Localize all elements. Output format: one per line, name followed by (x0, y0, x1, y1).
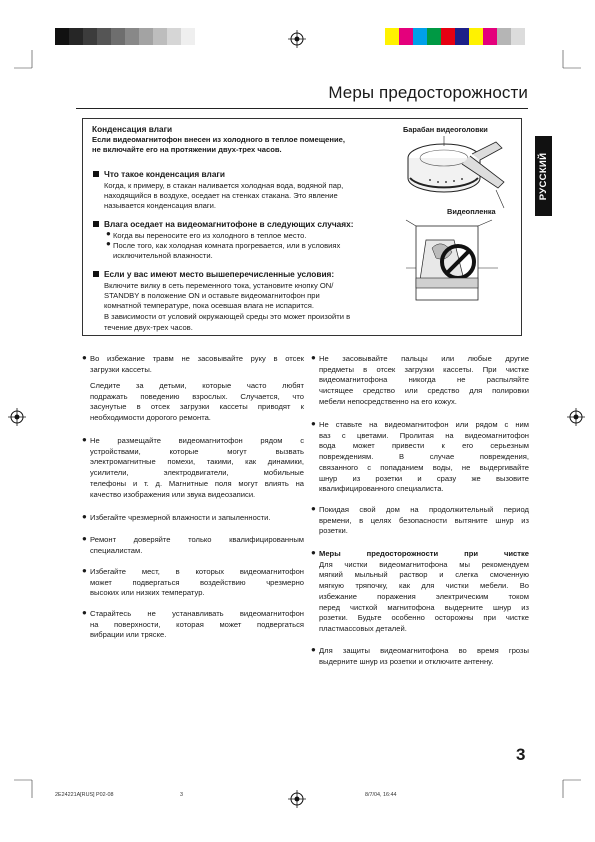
bullet-icon: ● (311, 547, 316, 557)
paragraph-line: Старайтесь не устанавливать видеомагнитофон (90, 609, 304, 618)
paragraph-line: Покидая свой дом на продолжительный период (319, 505, 529, 514)
footer-date: 8/7/04, 16:44 (365, 792, 397, 798)
paragraph-line: Избегайте чрезмерной влажности и запыленности. (90, 513, 271, 522)
paragraph-line: предметы в отсек загрузки кассеты. При чистке (319, 364, 529, 374)
language-tab (535, 136, 552, 216)
box-intro-line-1: Если видеомагнитофон внесен из холодного в теплое помещение, (92, 135, 345, 144)
paragraph-line: времени, в целях безопасности вытяните шнур из (319, 515, 529, 525)
footer-page: 3 (180, 792, 183, 798)
section-text-line: течение двух-трех часов. (104, 323, 193, 332)
bullet-icon: ● (311, 352, 316, 362)
paragraph-line: повреждениям. В случае повреждения, (319, 452, 529, 462)
bullet-icon: ● (106, 239, 111, 248)
paragraph-line: розетки. Будьте особенно осторожны при чистке (319, 613, 529, 623)
paragraph-line: Следите за детьми, которые часто любят (90, 381, 304, 390)
section-square-icon (93, 221, 99, 227)
bullet-icon: ● (311, 418, 316, 428)
section-heading-action: Если у вас имеют место вышеперечисленные условия: (104, 269, 335, 279)
paragraph-line: качество изображения или звука видеозаписи. (90, 489, 256, 499)
section-square-icon (93, 271, 99, 277)
paragraph-line: на поверхности, которая может подвергаться (90, 619, 304, 629)
no-heating-warning-icon (402, 218, 502, 310)
paragraph-line: Ремонт доверяйте только квалифицированным (90, 535, 304, 544)
paragraph-line: связанного с попаданием воды, не выдергивайте (319, 462, 529, 472)
footer-code: 2E24221A[RUS] P02-08 (55, 792, 114, 798)
section-item: Когда вы переносите его из холодного в теплое место. (113, 231, 307, 240)
video-head-drum-icon (400, 134, 518, 212)
bullet-icon: ● (106, 229, 111, 238)
bullet-icon: ● (82, 607, 87, 617)
box-intro-line-2: не включайте его на протяжении двух-трех часов. (92, 145, 282, 154)
paragraph-line: устройствами, которые могут вызвать (90, 446, 304, 456)
page-title: Меры предосторожности (328, 83, 528, 102)
paragraph-line: квалифицированного специалиста. (319, 484, 444, 494)
paragraph-line: чистящее средство или средство для полировки (319, 386, 529, 396)
section-heading-condensation: Что такое конденсация влаги (104, 169, 225, 179)
paragraph-line: Не ставьте на видеомагнитофон или рядом с ним (319, 420, 529, 429)
paragraph-line: Не размещайте видеомагнитофон рядом с (90, 436, 304, 445)
bullet-icon: ● (82, 511, 87, 521)
paragraph-line: необходимости дорогого ремонта. (90, 413, 211, 423)
paragraph-line: мебели непосредственно на его кожух. (319, 396, 457, 406)
language-tab-label: РУССКИЙ (538, 152, 549, 200)
bullet-icon: ● (82, 434, 87, 444)
paragraph-line: мягкую тряпочку, как для чистки мебели. Во (319, 581, 529, 591)
paragraph-line: Во избежание травм не засовывайте руку в отсек (90, 354, 304, 363)
paragraph-line: высоких или низких температур. (90, 588, 205, 598)
paragraph-line: специалистам. (90, 545, 143, 555)
box-heading: Конденсация влаги (92, 124, 173, 134)
paragraph-line: пластмассовых деталей. (319, 623, 407, 633)
paragraph-line: Не засовывайте пальцы или любые другие (319, 354, 529, 363)
section-text-line: Когда, к примеру, в стакан наливается холодная вода, водяной пар, (104, 181, 344, 190)
figure-label-tape: Видеопленка (447, 207, 496, 216)
section-item: После того, как холодная комната прогревается, или в условиях (113, 241, 341, 250)
paragraph-line: шнур из розетки и сразу же вызовите (319, 473, 529, 483)
section-text-line: находящийся в воздухе, оседает на стенках стакана. Это явление (104, 191, 338, 200)
section-text-line: комнатной температуре, пока осевшая влага не испарится. (104, 301, 314, 310)
paragraph-line: подражать поведению взрослых. Случается, что (90, 391, 304, 401)
paragraph-line: мягкий мыльный раствор и слегка смоченную (319, 570, 529, 580)
paragraph-line: ваз с цветами. Пролитая на видеомагнитофон (319, 430, 529, 440)
paragraph-line: Меры предосторожности при чистке (319, 549, 529, 558)
section-item: исключительной влажности. (113, 251, 213, 260)
paragraph-line: телефоны и т. д. Магнитные поля могут влиять на (90, 478, 304, 488)
section-text-line: Включите вилку в сеть переменного тока, установите кнопку ON/ (104, 281, 334, 290)
bullet-icon: ● (311, 503, 316, 513)
paragraph-line: Для чистки видеомагнитофона мы рекомендуем (319, 559, 529, 569)
figure-label-drum: Барабан видеоголовки (403, 125, 488, 134)
paragraph-line: усилители, электродвигатели, мобильные (90, 468, 304, 478)
page-number: 3 (516, 745, 526, 764)
title-divider (76, 108, 528, 109)
paragraph-line: перед чисткой магнитофона выдерните шнур из (319, 602, 529, 612)
paragraph-line: Для защиты видеомагнитофона во время грозы (319, 646, 529, 655)
paragraph-line: электромагнитные помехи, такими, как динамики, (90, 457, 304, 467)
paragraph-line: может подвергаться воздействию чрезмерно (90, 577, 304, 587)
paragraph-line: выдерните шнур из розетки и отключите антенну. (319, 656, 494, 666)
paragraph-line: загрузки кассеты. (90, 364, 152, 374)
section-text-line: STANDBY в положение ON и оставьте видеомагнитофон при (104, 291, 320, 300)
bullet-icon: ● (311, 644, 316, 654)
section-text-line: называется конденсация влаги. (104, 201, 216, 210)
section-heading-when: Влага оседает на видеомагнитофоне в следующих случаях: (104, 219, 354, 229)
section-text-line: В зависимости от условий окружающей среды это может произойти в (104, 312, 351, 321)
bullet-icon: ● (82, 352, 87, 362)
paragraph-line: Избегайте мест, в которых видеомагнитофон (90, 567, 304, 576)
paragraph-line: вода может привести к его серьезным (319, 441, 529, 451)
paragraph-line: избежание поражения электрическим током (319, 591, 529, 601)
paragraph-line: розетки. (319, 526, 348, 536)
paragraph-line: видеомагнитофона никогда не распыляйте (319, 375, 529, 385)
paragraph-line: засунутые в отсек загрузки кассеты приводят к (90, 402, 304, 412)
bullet-icon: ● (82, 533, 87, 543)
bullet-icon: ● (82, 565, 87, 575)
section-square-icon (93, 171, 99, 177)
paragraph-line: вибрации или тряске. (90, 630, 167, 640)
